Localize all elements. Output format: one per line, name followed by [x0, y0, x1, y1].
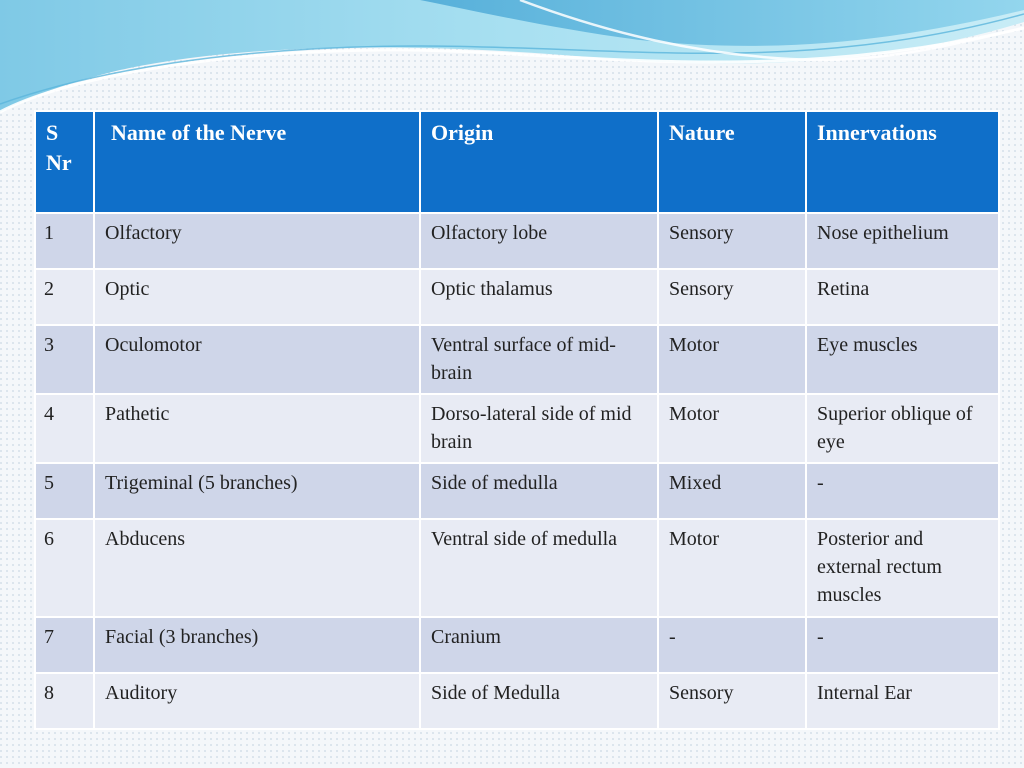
cell-innervations: Internal Ear [806, 673, 999, 729]
cell-nerve-name: Facial (3 branches) [94, 617, 420, 673]
table-row [35, 213, 999, 269]
cell-nature: Motor [658, 394, 806, 463]
table-row [35, 617, 999, 673]
cell-nature: - [658, 617, 806, 673]
cell-innervations: Posterior and external rectum muscles [806, 519, 999, 617]
cell-nature: Motor [658, 519, 806, 617]
cell-nature: Sensory [658, 673, 806, 729]
cell-nerve-name: Auditory [94, 673, 420, 729]
cell-origin: Side of medulla [420, 463, 658, 519]
table-row [35, 325, 999, 394]
cell-innervations: Retina [806, 269, 999, 325]
table-row [35, 463, 999, 519]
header-name-of-nerve: Name of the Nerve [94, 111, 420, 213]
cell-s-nr: 7 [35, 617, 94, 673]
cell-origin: Dorso-lateral side of mid brain [420, 394, 658, 463]
cell-innervations: Eye muscles [806, 325, 999, 394]
table-header-row [35, 111, 999, 213]
cell-s-nr: 4 [35, 394, 94, 463]
header-origin: Origin [420, 111, 658, 213]
header-nature: Nature [658, 111, 806, 213]
cell-nerve-name: Pathetic [94, 394, 420, 463]
cell-s-nr: 6 [35, 519, 94, 617]
table-row [35, 394, 999, 463]
cell-s-nr: 3 [35, 325, 94, 394]
cell-origin: Olfactory lobe [420, 213, 658, 269]
header-innervations: Innervations [806, 111, 999, 213]
cell-innervations: Nose epithelium [806, 213, 999, 269]
cell-nerve-name: Olfactory [94, 213, 420, 269]
cell-nerve-name: Abducens [94, 519, 420, 617]
table-row [35, 673, 999, 729]
table-row [35, 519, 999, 617]
cell-nature: Sensory [658, 213, 806, 269]
table-row [35, 269, 999, 325]
cell-innervations: Superior oblique of eye [806, 394, 999, 463]
cell-s-nr: 5 [35, 463, 94, 519]
cell-innervations: - [806, 463, 999, 519]
header-s-nr: S Nr [35, 111, 94, 213]
cell-nature: Mixed [658, 463, 806, 519]
cell-nerve-name: Oculomotor [94, 325, 420, 394]
cell-innervations: - [806, 617, 999, 673]
cell-nature: Sensory [658, 269, 806, 325]
cell-nerve-name: Optic [94, 269, 420, 325]
cell-s-nr: 2 [35, 269, 94, 325]
cell-origin: Side of Medulla [420, 673, 658, 729]
cell-origin: Optic thalamus [420, 269, 658, 325]
header-wave-decoration [0, 0, 1024, 120]
cell-origin: Ventral surface of mid-brain [420, 325, 658, 394]
cell-nerve-name: Trigeminal (5 branches) [94, 463, 420, 519]
cell-nature: Motor [658, 325, 806, 394]
cell-origin: Ventral side of medulla [420, 519, 658, 617]
cell-origin: Cranium [420, 617, 658, 673]
cell-s-nr: 1 [35, 213, 94, 269]
cranial-nerves-table [34, 110, 1000, 730]
cell-s-nr: 8 [35, 673, 94, 729]
